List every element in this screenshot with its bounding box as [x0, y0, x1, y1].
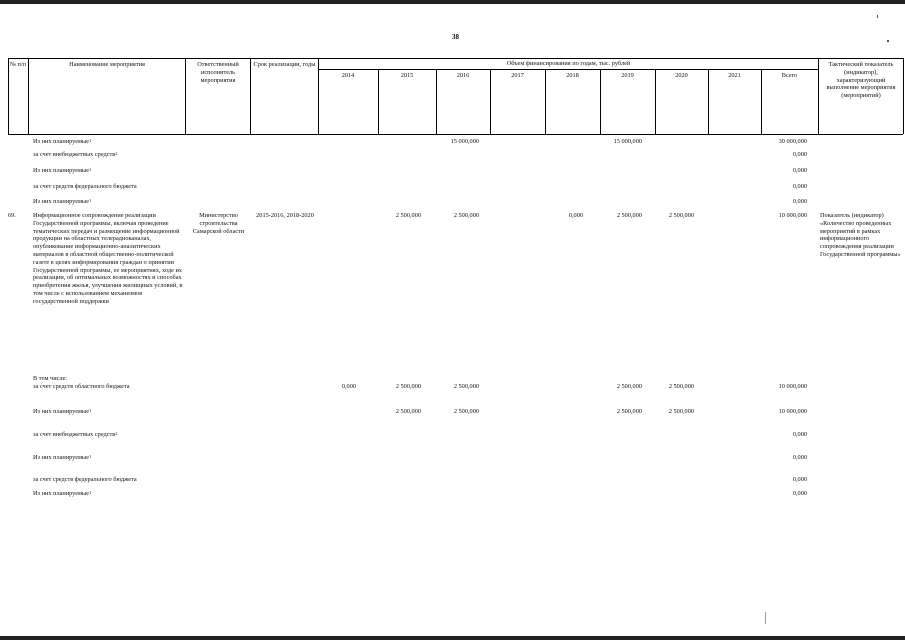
header-term: Срок реализации, годы	[253, 61, 316, 68]
scan-edge-bottom	[0, 636, 905, 640]
header-year: 2016	[456, 72, 470, 79]
funding-row-value: 10 000,000	[778, 408, 807, 415]
funding-row-label: за счет средств областного бюджета	[33, 383, 130, 390]
funding-row-label: Из них планируемые$^1$	[33, 454, 92, 461]
header-indicator: Тактический показатель (индикатор), характеризующий выполнение мероприятия (мероприятий)	[826, 61, 896, 100]
item-indicator: Показатель (индикатор) «Количество проведенных мероприятий в рамках информационного сопровождения реализации Государственной программы»	[820, 212, 901, 258]
funding-row-value: 30 000,000	[778, 138, 807, 145]
funding-row-value: 0,000	[792, 198, 807, 205]
header-col-divider	[8, 58, 9, 134]
scan-edge-top	[0, 0, 905, 4]
scan-speck	[765, 612, 766, 624]
header-col-divider	[903, 58, 904, 134]
header-top-rule	[8, 58, 903, 59]
item-term: 2015-2016, 2018-2020	[256, 212, 314, 219]
funding-row-value: 2 500,000	[395, 408, 421, 415]
footnote-mark: 1	[89, 454, 92, 459]
incl-label: В том числе:	[33, 375, 68, 382]
funding-row-label: Из них планируемые$^1$	[33, 198, 92, 205]
funding-row-value: 0,000	[792, 183, 807, 190]
funding-row-value: 0,000	[792, 476, 807, 483]
funding-row-value: 0,000	[792, 167, 807, 174]
funding-row-value: 2 500,000	[668, 383, 694, 390]
header-bottom-rule	[8, 134, 903, 135]
funding-row-value: 2 500,000	[453, 383, 479, 390]
header-col-divider	[250, 58, 251, 134]
item-value: 0,000	[568, 212, 583, 219]
header-year: 2015	[400, 72, 414, 79]
header-year: 2018	[566, 72, 579, 79]
header-funding: Объем финансирования по годам, тыс. рублей	[506, 60, 631, 67]
item-value: 2 500,000	[453, 212, 479, 219]
header-col-divider	[818, 58, 819, 134]
funding-row-value: 15 000,000	[613, 138, 642, 145]
funding-row-label: за счет средств федерального бюджета	[33, 183, 137, 190]
header-year: 2020	[675, 72, 688, 79]
funding-row-value: 10 000,000	[778, 383, 807, 390]
funding-row-value: 0,000	[792, 490, 807, 497]
funding-row-label: за счет внебюджетных средств$^2$	[33, 431, 118, 438]
header-executor: Ответственный исполнитель мероприятия	[197, 61, 239, 84]
funding-row-value: 0,000	[792, 431, 807, 438]
footnote-mark: 1	[89, 408, 92, 413]
funding-row-label: Из них планируемые$^1$	[33, 167, 92, 174]
page-number: 38	[452, 33, 459, 41]
funding-row-value: 2 500,000	[668, 408, 694, 415]
funding-row-label: Из них планируемые$^1$	[33, 408, 92, 415]
footnote-mark: 2	[115, 151, 118, 156]
header-year: 2021	[728, 72, 741, 79]
funding-row-value: 0,000	[792, 454, 807, 461]
footnote-mark: 1	[89, 138, 92, 143]
header-num: № п/п	[9, 61, 27, 68]
funding-row-value: 2 500,000	[453, 408, 479, 415]
item-number: 69.	[8, 212, 16, 219]
footnote-mark: 1	[89, 490, 92, 495]
header-year: Всего	[781, 72, 798, 79]
item-value: 10 000,000	[778, 212, 807, 219]
item-executor: Министерство строительства Самарской области	[192, 212, 245, 235]
footnote-mark: 1	[89, 198, 92, 203]
footnote-mark: 2	[115, 431, 118, 436]
item-name: Информационное сопровождение реализации Государственной программы, включая проведение тематических передач и размещение информационной продукции на областных телерадиоканалах, опубликование информационно-аналитических материалов в областной общественно-политической газете в целях информирования граждан о принятии Государственной программы, ее мероприятиях, ходе их реализации, об оптимальных возможностях и способах приобретения жилья, улучшения жилищных условий, в том числе с использованием механизмов государственной поддержки	[33, 212, 183, 305]
funding-row-value: 0,000	[341, 383, 356, 390]
funding-row-label: за счет средств федерального бюджета	[33, 476, 137, 483]
funding-row-value: 2 500,000	[616, 383, 642, 390]
funding-row-value: 15 000,000	[450, 138, 479, 145]
item-value: 2 500,000	[668, 212, 694, 219]
header-col-divider	[28, 58, 29, 134]
header-year: 2017	[511, 72, 524, 79]
item-value: 2 500,000	[616, 212, 642, 219]
header-col-divider	[318, 58, 319, 134]
scan-speck	[887, 40, 889, 42]
header-name: Наименование мероприятия	[69, 61, 145, 68]
funding-row-value: 2 500,000	[395, 383, 421, 390]
funding-row-label: Из них планируемые$^1$	[33, 490, 92, 497]
funding-row-label: за счет внебюджетных средств$^2$	[33, 151, 118, 158]
header-years-rule	[318, 69, 818, 70]
item-value: 2 500,000	[395, 212, 421, 219]
funding-row-label: Из них планируемые$^1$	[33, 138, 92, 145]
footnote-mark: 1	[89, 167, 92, 172]
header-col-divider	[185, 58, 186, 134]
scan-speck	[877, 15, 878, 18]
header-year: 2014	[341, 72, 355, 79]
header-year: 2019	[621, 72, 634, 79]
funding-row-value: 2 500,000	[616, 408, 642, 415]
funding-row-value: 0,000	[792, 151, 807, 158]
